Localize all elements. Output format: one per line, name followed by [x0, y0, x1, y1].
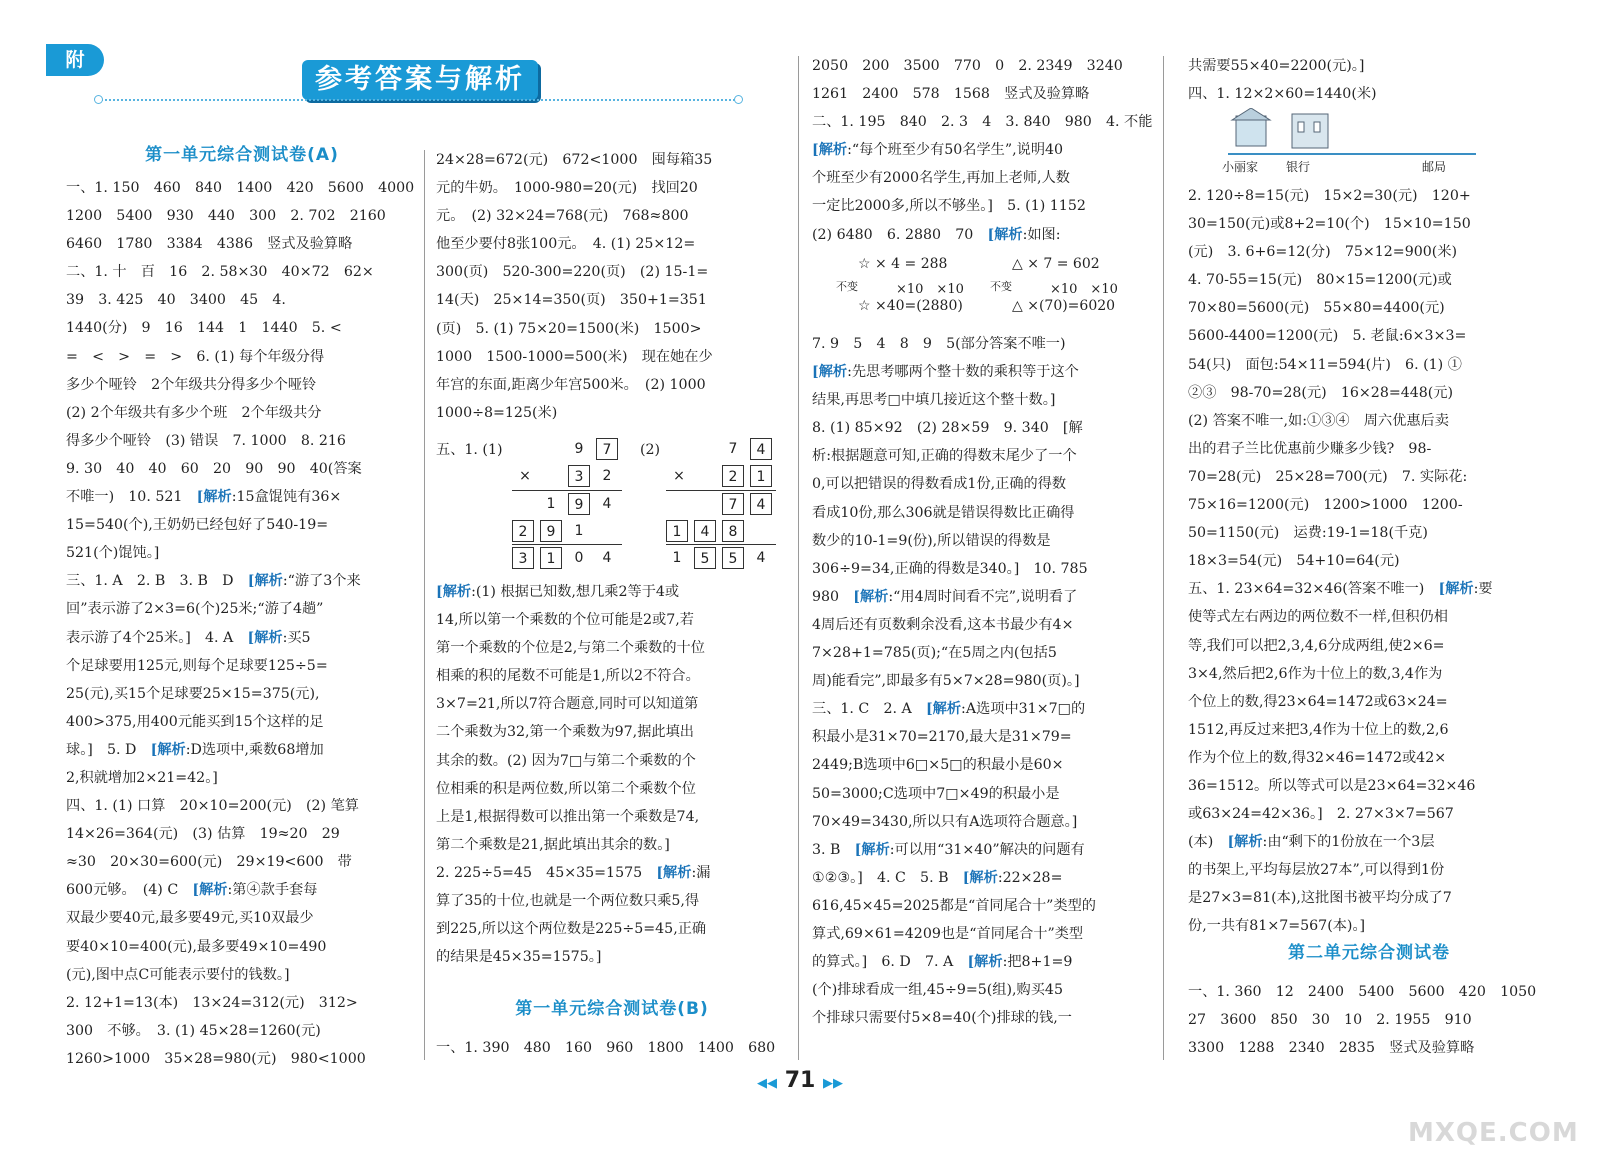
- route-map-icon: [1228, 108, 1548, 178]
- text-line: 14(天) 25×14=350(页) 350+1=351: [436, 292, 707, 309]
- text-line: 位相乘的积是两位数,所以第二个乘数个位: [436, 780, 696, 797]
- column-divider: [798, 56, 799, 1060]
- diagram-bottom: ☆ ×40=(2880): [858, 298, 963, 314]
- text-line: 7×28+1=785(页);“在5周之内(包括5: [812, 645, 1057, 662]
- page-number-text: 71: [784, 1068, 816, 1093]
- text-line: (2) 6480 6. 2880 70 [解析:如图:: [812, 226, 1061, 243]
- text-line: 14,所以第一个乘数的个位可能是2或7,若: [436, 612, 694, 629]
- analysis-marker: [解析: [1227, 834, 1263, 851]
- text-line: 元。 (2) 32×24=768(元) 768≈800: [436, 208, 689, 225]
- question-five-label-2: (2): [640, 442, 661, 458]
- text-line: 算了35的十位,也就是一个两位数只乘5,得: [436, 893, 700, 910]
- text-line: 2449;B选项中6□×5□的积最小是60×: [812, 757, 1064, 774]
- text-line: 一、1. 360 12 2400 5400 5600 420 1050: [1188, 984, 1537, 1000]
- text-line: 二、1. 195 840 2. 3 4 3. 840 980 4. 不能: [812, 114, 1152, 131]
- text-line: 一、1. 390 480 160 960 1800 1400 680: [436, 1040, 776, 1056]
- digit: 1: [672, 550, 682, 566]
- text-line: (本) [解析:由“剩下的1份放在一个3层: [1188, 834, 1435, 851]
- analysis-marker: [解析: [436, 584, 472, 600]
- text-line: 年宫的东面,距离少年宫500米。 (2) 1000: [436, 376, 706, 393]
- section-title-1b: 第一单元综合测试卷(B): [515, 999, 709, 1019]
- change-diagram-2: [990, 256, 1150, 320]
- analysis-marker: [解析: [196, 489, 232, 506]
- text-line: 1440(分) 9 16 144 1 1440 5. <: [66, 320, 342, 337]
- text-line: [解析:“每个班至少有50名学生”,说明40: [812, 142, 1064, 159]
- text-line: 2. 120÷8=15(元) 15×2=30(元) 120+: [1188, 188, 1471, 204]
- digit-box: 9: [540, 520, 562, 542]
- digit-box: 9: [568, 493, 590, 515]
- page-title: 参考答案与解析: [302, 60, 538, 100]
- text-line: (个)排球看成一组,45÷9=5(组),购买45: [812, 982, 1063, 999]
- text-line: 521(个)馄饨。]: [66, 545, 160, 562]
- diagram-bottom: △ ×(70)=6020: [1012, 298, 1116, 314]
- text-line: 600元够。 (4) C [解析:第④款手套每: [66, 882, 318, 899]
- digit-box: 2: [512, 520, 534, 542]
- analysis-marker: [解析: [854, 841, 890, 858]
- text-line: 析:根据题意可知,正确的得数末尾少了一个: [812, 448, 1077, 465]
- digit: 4: [756, 550, 766, 566]
- text-line: [解析:(1) 根据已知数,想几乘2等于4或: [436, 584, 680, 600]
- column-divider: [424, 150, 425, 1060]
- text-line: 是27×3=81(本),这批图书被平均分成了7: [1188, 890, 1452, 907]
- text-line: 使等式左右两边的两位数不一样,但积仍相: [1188, 609, 1448, 626]
- text-line: 3300 1288 2340 2835 竖式及验算略: [1188, 1040, 1475, 1057]
- column-1: [66, 174, 418, 1073]
- digit: 7: [728, 441, 738, 457]
- section-title-1a: 第一单元综合测试卷(A): [145, 145, 339, 165]
- analysis-marker: [解析: [962, 869, 998, 886]
- column-2: [436, 146, 788, 427]
- text-line: 4. 70-55=15(元) 80×15=1200(元)或: [1188, 272, 1452, 289]
- analysis-marker: [解析: [812, 364, 848, 381]
- text-line: 2050 200 3500 770 0 2. 2349 3240: [812, 58, 1123, 74]
- digit: 4: [602, 550, 612, 566]
- text-line: 2. 12+1=13(本) 13×24=312(元) 312>: [66, 994, 358, 1011]
- text-line: 结果,再思考□中填几接近这个整十数。]: [812, 392, 1056, 409]
- question-five-label: 五、1. (1): [436, 442, 503, 458]
- text-line: 算式,69×61=4209也是“首同尾合十”类型: [812, 925, 1084, 942]
- digit-box: 1: [666, 520, 688, 542]
- text-line: 1512,再反过来把3,4作为十位上的数,2,6: [1188, 721, 1449, 738]
- digit-box: 5: [694, 547, 716, 569]
- text-line: 五、1. 23×64=32×46(答案不唯一) [解析:要: [1188, 581, 1493, 598]
- diagram-top: △ × 7 = 602: [1012, 256, 1100, 272]
- text-line: 980 [解析:“用4周时间看不完”,说明看了: [812, 588, 1078, 605]
- text-line: 6460 1780 3384 4386 竖式及验算略: [66, 236, 353, 253]
- vertical-multiplication-1: [512, 438, 622, 570]
- rule: [512, 544, 622, 545]
- text-line: 14×26=364(元) (3) 估算 19≈20 29: [66, 826, 340, 843]
- column-3-continued: [812, 330, 1152, 1032]
- text-line: 0,可以把错误的得数看成1份,正确的得数: [812, 476, 1067, 493]
- text-line: 三、1. A 2. B 3. B D [解析:“游了3个来: [66, 573, 361, 590]
- title-rule: [98, 99, 738, 101]
- text-line: 7. 9 5 4 8 9 5(部分答案不唯一): [812, 336, 1066, 352]
- text-line: 27 3600 850 30 10 2. 1955 910: [1188, 1012, 1472, 1029]
- column-divider: [1163, 56, 1164, 1060]
- title-rule-dot: [734, 95, 743, 104]
- text-line: 8. (1) 85×92 (2) 28×59 9. 340 [解: [812, 420, 1083, 437]
- column-4: [1188, 52, 1550, 108]
- text-line: ②③ 98-70=28(元) 16×28=448(元): [1188, 384, 1454, 401]
- text-line: 多少个哑铃 2个年级共分得多少个哑铃: [66, 376, 317, 393]
- digit-box: 8: [722, 520, 744, 542]
- diagram-mid: ×10 ×10: [1050, 282, 1118, 297]
- text-line: 9. 30 40 40 60 20 90 90 40(答案: [66, 460, 362, 477]
- label-bank: 银行: [1286, 160, 1311, 174]
- text-line: 一定比2000多,所以不够坐。] 5. (1) 1152: [812, 198, 1086, 215]
- text-line: 1260>1000 35×28=980(元) 980<1000: [66, 1050, 366, 1067]
- text-line: 70=28(元) 25×28=700(元) 7. 实际花:: [1188, 468, 1468, 485]
- text-line: 50=1150(元) 运费:19-1=18(千克): [1188, 525, 1428, 542]
- analysis-marker: [解析: [1438, 581, 1474, 598]
- text-line: (2) 2个年级共有多少个班 2个年级共分: [66, 404, 322, 421]
- text-line: 2. 225÷5=45 45×35=1575 [解析:漏: [436, 864, 711, 881]
- text-line: [解析:先思考哪两个整十数的乘积等于这个: [812, 364, 1079, 381]
- text-line: (页) 5. (1) 75×20=1500(米) 1500>: [436, 320, 702, 337]
- text-line: 三、1. C 2. A [解析:A选项中31×7□的: [812, 701, 1086, 718]
- appendix-tab: 附: [46, 44, 104, 76]
- text-line: 要40×10=400(元),最多要49×10=490: [66, 938, 327, 955]
- analysis-marker: [解析: [925, 701, 962, 718]
- text-line: 15=540(个),王奶奶已经包好了540-19=: [66, 517, 329, 534]
- analysis-marker: [解析: [247, 629, 283, 646]
- analysis-marker: [解析: [656, 864, 692, 881]
- text-line: 24×28=672(元) 672<1000 囤每箱35: [436, 152, 713, 168]
- text-line: 表示游了4个25米。] 4. A [解析:买5: [66, 629, 311, 646]
- text-line: 的算式。] 6. D 7. A [解析:把8+1=9: [812, 954, 1073, 971]
- text-line: 上是1,根据得数可以推出第一个乘数是74,: [436, 808, 700, 825]
- text-line: = < > = > 6. (1) 每个年级分得: [66, 348, 325, 365]
- text-line: 30=150(元)或8+2=10(个) 15×10=150: [1188, 216, 1471, 233]
- analysis-marker: [解析: [247, 573, 283, 590]
- text-line: 二个乘数为32,第一个乘数为97,据此填出: [436, 724, 694, 741]
- text-line: 第二个乘数是21,据此填出其余的数。]: [436, 836, 670, 853]
- digit: 9: [574, 441, 584, 457]
- route-illustration: [1222, 108, 1548, 178]
- times-sign: ×: [519, 468, 531, 484]
- rule: [666, 490, 776, 491]
- text-line: 出的君子兰比优惠前少赚多少钱? 98-: [1188, 440, 1432, 457]
- digit-box: 4: [750, 438, 772, 460]
- text-line: 不唯一) 10. 521 [解析:15盒馄饨有36×: [66, 489, 342, 506]
- text-line: 1200 5400 930 440 300 2. 702 2160: [66, 208, 386, 225]
- left-arrows-icon: ◀◀: [757, 1076, 778, 1091]
- text-line: 400>375,用400元能买到15个这样的足: [66, 713, 324, 730]
- digit: 1: [546, 496, 556, 512]
- column-3: [812, 52, 1152, 249]
- column-4-continued: [1188, 182, 1550, 941]
- text-line: 18×3=54(元) 54+10=64(元): [1188, 553, 1400, 570]
- text-line: 四、1. 12×2×60=1440(米): [1188, 86, 1377, 103]
- text-line: 36=1512。所以等式可以是23×64=32×46: [1188, 777, 1476, 794]
- text-line: 其余的数。(2) 因为7□与第二个乘数的个: [436, 752, 696, 769]
- text-line: 周)能看完”,即最多有5×7×28=980(页)。]: [812, 673, 1080, 690]
- label-home: 小丽家: [1222, 160, 1259, 174]
- digit-box: 3: [568, 465, 590, 487]
- text-line: 3×4,然后把2,6作为十位上的数,3,4作为: [1188, 665, 1443, 682]
- text-line: 3. B [解析:可以用“31×40”解决的问题有: [812, 841, 1085, 858]
- digit: 4: [602, 496, 612, 512]
- text-line: 1261 2400 578 1568 竖式及验算略: [812, 86, 1090, 103]
- text-line: 300 不够。 3. (1) 45×28=1260(元): [66, 1022, 321, 1039]
- text-line: 2,积就增加2×21=42。]: [66, 769, 218, 786]
- digit-box: 2: [722, 465, 744, 487]
- text-line: 的结果是45×35=1575。]: [436, 949, 602, 966]
- title-rule-dot: [94, 95, 103, 104]
- text-line: 他至少要付8张100元。 4. (1) 25×12=: [436, 236, 696, 253]
- text-line: 个足球要用125元,则每个足球要125÷5=: [66, 657, 328, 674]
- text-line: ①②③。] 4. C 5. B [解析:22×28=: [812, 869, 1063, 886]
- analysis-marker: [解析: [967, 954, 1003, 971]
- digit: 0: [574, 550, 584, 566]
- text-line: 回”表示游了2×3=6(个)25米;“游了4趟”: [66, 601, 324, 618]
- text-line: 数少的10-1=9(份),所以错误的得数是: [812, 532, 1051, 549]
- text-line: 616,45×45=2025都是“首同尾合十”类型的: [812, 897, 1096, 914]
- analysis-marker: [解析: [192, 882, 228, 899]
- column-2-analysis: [436, 578, 788, 971]
- digit-box: 3: [512, 547, 534, 569]
- text-line: 70×49=3430,所以只有A选项符合题意。]: [812, 813, 1078, 830]
- label-post: 邮局: [1422, 160, 1447, 174]
- text-line: 看成10份,那么306就是错误得数比正确得: [812, 504, 1075, 521]
- text-line: 25(元),买15个足球要25×15=375(元),: [66, 685, 320, 702]
- diagram-mid: ×10 ×10: [896, 282, 964, 297]
- analysis-marker: [解析: [812, 142, 848, 159]
- text-line: 个位上的数,得23×64=1472或63×24=: [1188, 693, 1448, 710]
- analysis-marker: [解析: [987, 226, 1023, 243]
- column-4-tail: [1188, 978, 1550, 1062]
- digit: 1: [574, 523, 584, 539]
- digit-box: 7: [596, 438, 618, 460]
- text-line: 个排球只需要付5×8=40(个)排球的钱,一: [812, 1010, 1072, 1027]
- text-line: 39 3. 425 40 3400 45 4.: [66, 292, 286, 309]
- text-line: 相乘的积的尾数不可能是1,所以2不符合。: [436, 668, 700, 685]
- rule: [512, 490, 622, 491]
- rule: [666, 544, 776, 545]
- text-line: (元),图中点C可能表示要付的钱数。]: [66, 966, 290, 983]
- text-line: 到225,所以这个两位数是225÷5=45,正确: [436, 921, 707, 938]
- watermark: MXQE.COM: [1408, 1118, 1579, 1148]
- page-number: [742, 1068, 858, 1093]
- text-line: 共需要55×40=2200(元)。]: [1188, 58, 1365, 74]
- change-diagram-1: [836, 256, 996, 320]
- text-line: 一、1. 150 460 840 1400 420 5600 4000: [66, 180, 415, 196]
- text-line: 得多少个哑铃 (3) 错误 7. 1000 8. 216: [66, 432, 346, 449]
- text-line: 70×80=5600(元) 55×80=4400(元): [1188, 300, 1445, 317]
- right-arrows-icon: ▶▶: [822, 1076, 843, 1091]
- text-line: (2) 答案不唯一,如:①③④ 周六优惠后卖: [1188, 412, 1449, 429]
- text-line: 306÷9=34,正确的得数是340。] 10. 785: [812, 560, 1088, 577]
- text-line: 二、1. 十 百 16 2. 58×30 40×72 62×: [66, 264, 374, 281]
- vertical-multiplication-2: [666, 438, 776, 570]
- text-line: 54(只) 面包:54×11=594(片) 6. (1) ①: [1188, 356, 1462, 373]
- diagram-side-label: 不变: [836, 280, 858, 293]
- digit-box: 4: [750, 493, 772, 515]
- text-line: 50=3000;C选项中7□×49的积最小是: [812, 785, 1060, 802]
- text-line: 个班至少有2000名学生,再加上老师,人数: [812, 170, 1070, 187]
- text-line: 元的牛奶。 1000-980=20(元) 找回20: [436, 180, 698, 197]
- digit-box: 1: [750, 465, 772, 487]
- text-line: ≈30 20×30=600(元) 29×19<600 带: [66, 854, 352, 871]
- digit-box: 4: [694, 520, 716, 542]
- diagram-side-label: 不变: [990, 280, 1012, 293]
- text-line: 球。] 5. D [解析:D选项中,乘数68增加: [66, 741, 324, 758]
- text-line: 300(页) 520-300=220(页) (2) 15-1=: [436, 264, 709, 281]
- text-line: 份,一共有81×7=567(本)。]: [1188, 918, 1366, 935]
- text-line: 或63×24=42×36。] 2. 27×3×7=567: [1188, 806, 1454, 823]
- digit-box: 7: [722, 493, 744, 515]
- text-line: 积最小是31×70=2170,最大是31×79=: [812, 729, 1072, 746]
- text-line: 75×16=1200(元) 1200>1000 1200-: [1188, 497, 1463, 514]
- text-line: 4周后还有页数剩余没看,这本书最少有4×: [812, 616, 1074, 633]
- text-line: 第一个乘数的个位是2,与第二个乘数的十位: [436, 640, 705, 657]
- diagram-top: ☆ × 4 = 288: [858, 256, 948, 272]
- digit-box: 1: [540, 547, 562, 569]
- section-title-2: 第二单元综合测试卷: [1288, 943, 1450, 963]
- text-line: 的书架上,平均每层放27本”,可以得到1份: [1188, 862, 1445, 879]
- text-line: 5600-4400=1200(元) 5. 老鼠:6×3×3=: [1188, 328, 1467, 345]
- text-line: 3×7=21,所以7符合题意,同时可以知道第: [436, 696, 699, 713]
- text-line: 作为个位上的数,得32×46=1472或42×: [1188, 749, 1447, 766]
- analysis-marker: [解析: [853, 588, 889, 605]
- text-line: 四、1. (1) 口算 20×10=200(元) (2) 笔算: [66, 798, 359, 815]
- text-line: 1000 1500-1000=500(米) 现在她在少: [436, 348, 713, 365]
- digit-box: 5: [722, 547, 744, 569]
- digit: 2: [602, 468, 612, 484]
- text-line: 等,我们可以把2,3,4,6分成两组,使2×6=: [1188, 637, 1445, 654]
- text-line: 双最少要40元,最多要49元,买10双最少: [66, 910, 314, 927]
- text-line: 1000÷8=125(米): [436, 404, 558, 421]
- times-sign: ×: [673, 468, 685, 484]
- analysis-marker: [解析: [150, 741, 186, 758]
- text-line: (元) 3. 6+6=12(分) 75×12=900(米): [1188, 244, 1458, 261]
